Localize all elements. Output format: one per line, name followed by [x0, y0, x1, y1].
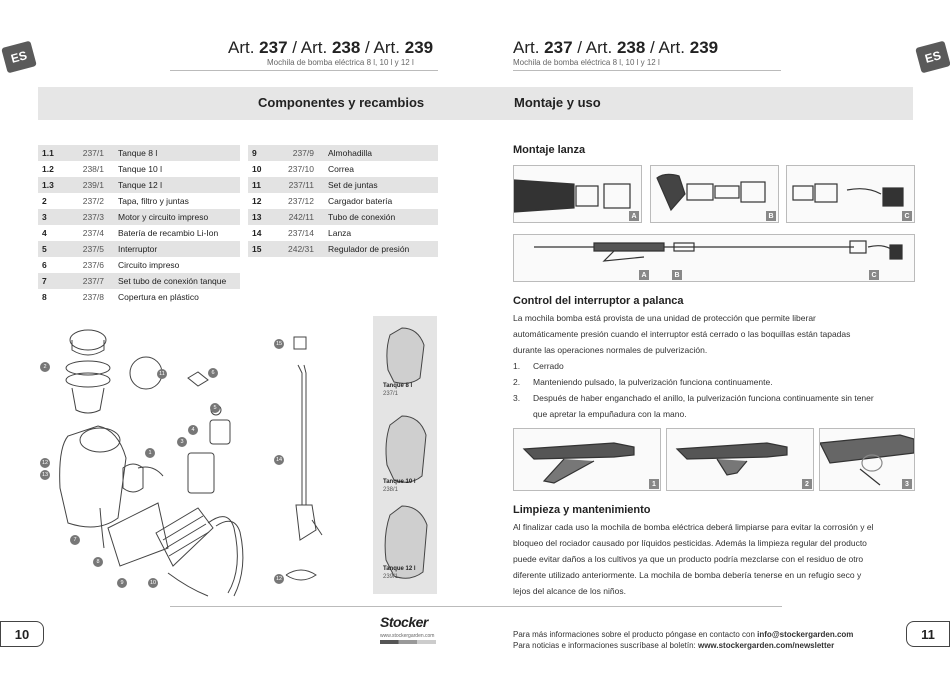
trigger-photo-3 [819, 428, 915, 491]
footer-contact: Para más informaciones sobre el producto póngase en contacto con info@stockergarden.com [513, 630, 854, 639]
step-number: 3. [513, 393, 521, 403]
logo-url: www.stockergarden.com [380, 633, 435, 639]
montaje-title: Montaje lanza [513, 144, 586, 156]
table-row: 13 242/11 Tubo de conexión [248, 209, 438, 225]
parts-table-1 [38, 145, 240, 305]
photo-tag: B [766, 211, 776, 221]
footer-newsletter: Para noticias e informaciones suscríbase al boletín: www.stockergarden.com/newsletter [513, 641, 835, 650]
left-header-subtitle: Mochila de bomba eléctrica 8 l, 10 l y 12 l [267, 58, 414, 67]
step-number: 1. [513, 361, 521, 371]
photo-tag: A [629, 211, 639, 221]
callout: 1 [145, 448, 155, 458]
language-tab-right: ES [915, 41, 950, 74]
tank-code: 239/1 [383, 574, 399, 580]
photo-number: 3 [902, 479, 912, 489]
photo-number: 2 [802, 479, 812, 489]
callout: 9 [117, 578, 127, 588]
clean-paragraph: Al finalizar cada uso la mochila de bomba eléctrica deberá limpiarse para evitar la corrosión y el bloqueo del rociador causado por líquidos pesticidas. Además la limpieza regular del producto puede evitar daños a los cultivos ya que un producto podría mezclarse con el residuo de otro diferente utilizado anteriormente. La mochila de bomba debería tenerse en un refugio seco y lejos del alcance de los niños. [513, 522, 874, 596]
callout: 2 [40, 362, 50, 372]
callout: 3 [177, 437, 187, 447]
photo-number: 1 [649, 479, 659, 489]
photo-tag: A [639, 270, 649, 280]
callout: 13 [41, 472, 49, 478]
callout: 7 [70, 535, 80, 545]
callout: 10 [149, 580, 157, 586]
left-section-title: Componentes y recambios [258, 95, 425, 110]
tank-variant-drawings [380, 320, 435, 590]
stocker-logo: Stocker [380, 614, 428, 630]
table-row: 12 237/12 Cargador batería [252, 196, 393, 206]
tank-code: 237/1 [383, 391, 399, 397]
table-row: 7 237/7 Set tubo de conexión tanque [38, 273, 240, 289]
callout: 12 [41, 460, 49, 466]
callout: 4 [188, 425, 198, 435]
table-row: 10 237/10 Correa [252, 164, 354, 174]
page-number-left: 10 [0, 621, 44, 647]
right-header-subtitle: Mochila de bomba eléctrica 8 l, 10 l y 12 l [513, 58, 660, 67]
trigger-photo-1 [513, 428, 661, 491]
lance-assembly-photo [513, 234, 915, 282]
section-band [38, 87, 913, 120]
table-row: 1.1 237/1 Tanque 8 l [38, 145, 240, 161]
table-row: 9 237/9 Almohadilla [248, 145, 438, 161]
table-row: 8 237/8 Copertura en plástico [42, 292, 199, 302]
control-title: Control del interruptor a palanca [513, 295, 684, 307]
callout: 12 [275, 576, 283, 582]
clean-title: Limpieza y mantenimiento [513, 504, 651, 516]
table-row: 15 242/31 Regulador de presión [248, 241, 438, 257]
right-header-rule [513, 70, 781, 71]
tank-label: Tanque 8 l [383, 383, 413, 389]
parts-table-2 [248, 145, 438, 257]
photo-a [513, 165, 642, 223]
right-section-title: Montaje y uso [514, 95, 601, 110]
step-text: Cerrado [533, 361, 564, 371]
table-row: 1.3 239/1 Tanque 12 l [38, 177, 240, 193]
table-row: 11 237/11 Set de juntas [248, 177, 438, 193]
table-row: 3 237/3 Motor y circuito impreso [38, 209, 240, 225]
footer-rule [170, 606, 782, 607]
callout: 15 [275, 341, 283, 347]
callout: 5 [210, 403, 220, 413]
language-tab-left: ES [1, 41, 37, 74]
table-row: 4 237/4 Batería de recambio Li-Ion [42, 228, 219, 238]
control-paragraph: La mochila bomba está provista de una unidad de protección que permite liberar automáticamente presión cuando el interruptor está cerrado o las boquillas están tapadas durante las operaciones normales de pulverización. [513, 313, 851, 355]
callout: 8 [93, 557, 103, 567]
photo-tag: B [672, 270, 682, 280]
tank-label: Tanque 10 l [383, 479, 416, 485]
photo-tag: C [869, 270, 879, 280]
table-row: 1.2 238/1 Tanque 10 l [42, 164, 162, 174]
page-number-right: 11 [906, 621, 950, 647]
callout: 14 [275, 457, 283, 463]
step-text: Después de haber enganchado el anillo, la pulverización funciona continuamente sin tener que apretar la empuñadura con la mano. [533, 393, 874, 419]
table-row: 2 237/2 Tapa, filtro y juntas [42, 196, 189, 206]
photo-tag: C [902, 211, 912, 221]
step-text: Manteniendo pulsado, la pulverización funciona continuamente. [533, 377, 773, 387]
photo-b [650, 165, 779, 223]
left-header-rule [170, 70, 438, 71]
callout: 11 [157, 369, 167, 379]
left-header-title: Art. 237 / Art. 238 / Art. 239 [228, 38, 434, 57]
photo-c [786, 165, 915, 223]
trigger-photo-2 [666, 428, 814, 491]
step-number: 2. [513, 377, 521, 387]
table-row: 6 237/6 Circuito impreso [42, 260, 180, 270]
tank-code: 238/1 [383, 487, 399, 493]
right-header-title: Art. 237 / Art. 238 / Art. 239 [513, 38, 719, 57]
callout: 6 [208, 368, 218, 378]
tank-label: Tanque 12 l [383, 566, 416, 572]
table-row: 14 237/14 Lanza [252, 228, 352, 238]
logo-bar [380, 640, 436, 644]
table-row: 5 237/5 Interruptor [38, 241, 240, 257]
